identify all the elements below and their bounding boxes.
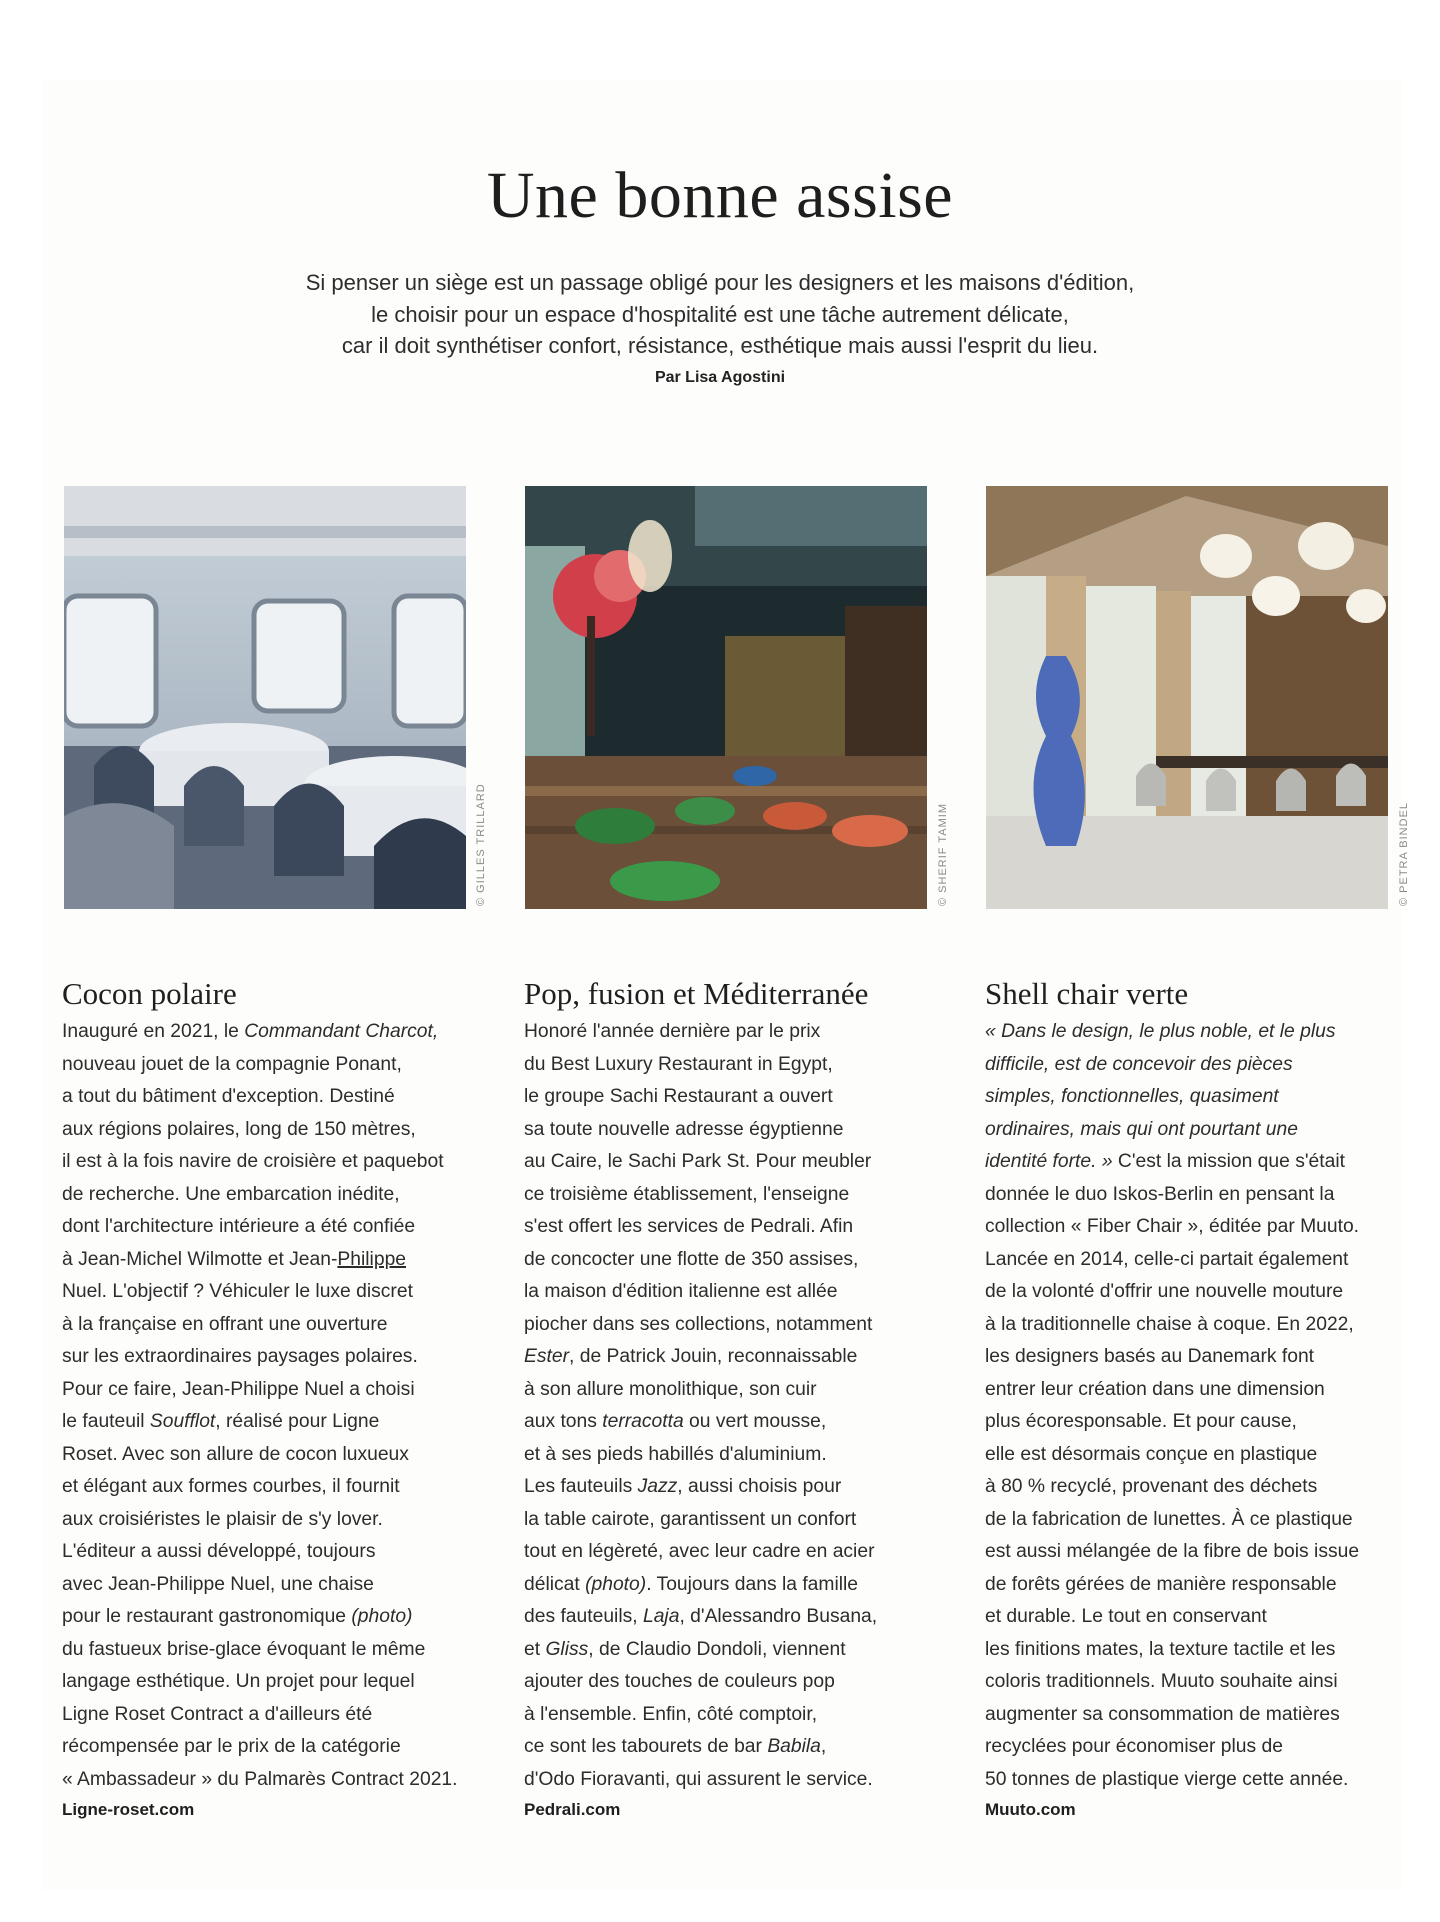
text-segment: délicat <box>524 1573 586 1595</box>
text-segment: (photo) <box>585 1573 647 1595</box>
body-line <box>985 1601 1425 1634</box>
text-segment: de la volonté d'offrir une nouvelle mouture <box>985 1281 1344 1302</box>
body-line <box>985 1309 1425 1342</box>
page-title: Une bonne assise <box>486 159 954 232</box>
text-segment: collection « Fiber Chair », éditée par Muuto. <box>985 1216 1360 1237</box>
website-link[interactable]: Pedrali.com <box>524 1800 621 1819</box>
text-segment: Roset. Avec son allure de cocon luxueux <box>62 1443 409 1465</box>
body-line <box>62 1536 502 1569</box>
text-segment: du fastueux brise-glace évoquant le même <box>62 1638 426 1660</box>
body-line <box>62 1276 502 1309</box>
intro-line: car il doit synthétiser confort, résistance, esthétique mais aussi l'esprit du lieu. <box>341 333 1099 358</box>
text-segment: à Jean-Michel Wilmotte et Jean- <box>62 1248 338 1270</box>
intro-line: le choisir pour un espace d'hospitalité est une tâche autrement délicate, <box>371 301 1069 327</box>
body-line <box>985 1569 1425 1602</box>
text-segment: ce troisième établissement, l'enseigne <box>524 1183 850 1205</box>
text-segment: récompensée par le prix de la catégorie <box>62 1736 401 1757</box>
body-line <box>524 1244 964 1277</box>
text-segment: , d'Alessandro Busana, <box>679 1606 878 1627</box>
body-line <box>985 1211 1425 1244</box>
text-segment: . Toujours dans la famille <box>646 1573 859 1595</box>
byline: Par Lisa Agostini <box>654 369 786 386</box>
website-link[interactable]: Ligne-roset.com <box>62 1800 195 1819</box>
text-segment: pour le restaurant gastronomique <box>62 1606 352 1627</box>
text-segment: s'est offert les services de Pedrali. Afin <box>524 1216 854 1237</box>
body-line <box>985 1439 1425 1472</box>
website-link[interactable]: Muuto.com <box>985 1800 1076 1819</box>
text-segment: , réalisé pour Ligne <box>215 1411 380 1432</box>
body-line <box>985 1049 1425 1082</box>
text-segment: coloris traditionnels. Muuto souhaite ainsi <box>985 1671 1338 1692</box>
body-line <box>62 1341 502 1374</box>
text-segment: ajouter des touches de couleurs pop <box>524 1671 835 1692</box>
text-segment: la maison d'édition italienne est allée <box>524 1281 838 1302</box>
text-segment: des fauteuils, <box>524 1606 643 1627</box>
body-line <box>62 1406 502 1439</box>
text-segment: Soufflot <box>149 1411 216 1432</box>
text-segment: aux tons <box>524 1411 603 1432</box>
text-segment: « Dans le design, le plus noble, et le plus <box>985 1021 1336 1042</box>
text-segment: ou vert mousse, <box>683 1411 827 1432</box>
text-segment: de la fabrication de lunettes. À ce plastique <box>985 1508 1353 1530</box>
body-line <box>524 1276 964 1309</box>
body-line <box>524 1471 964 1504</box>
photo-credit: © PETRA BINDEL <box>1398 801 1410 906</box>
text-segment: d'Odo Fioravanti, qui assurent le service. <box>524 1768 873 1790</box>
text-segment: les finitions mates, la texture tactile et les <box>985 1638 1336 1660</box>
body-line <box>985 1764 1425 1797</box>
body-line <box>62 1731 502 1764</box>
text-segment: nouveau jouet de la compagnie Ponant, <box>62 1053 402 1075</box>
body-line <box>524 1666 964 1699</box>
intro-paragraph <box>0 267 1440 362</box>
body-line <box>62 1569 502 1602</box>
body-line <box>524 1536 964 1569</box>
text-segment: L'éditeur a aussi développé, toujours <box>62 1541 376 1562</box>
body-line <box>524 1146 964 1179</box>
body-line <box>985 1731 1425 1764</box>
body-line <box>524 1309 964 1342</box>
text-segment: et élégant aux formes courbes, il fournit <box>62 1476 400 1497</box>
body-line <box>985 1471 1425 1504</box>
text-segment: 50 tonnes de plastique vierge cette année. <box>985 1768 1349 1790</box>
text-segment: à son allure monolithique, son cuir <box>524 1378 817 1400</box>
text-segment: aux croisiéristes le plaisir de s'y lover. <box>62 1508 383 1530</box>
text-segment: , de Patrick Jouin, reconnaissable <box>569 1346 858 1367</box>
text-segment: la table cairote, garantissent un confort <box>524 1508 857 1530</box>
body-line <box>62 1471 502 1504</box>
body-line <box>62 1114 502 1147</box>
body-line <box>985 1699 1425 1732</box>
text-segment: Pour ce faire, Jean-Philippe Nuel a choisi <box>62 1378 415 1400</box>
body-line <box>62 1504 502 1537</box>
text-segment: de concocter une flotte de 350 assises, <box>524 1248 859 1270</box>
body-line <box>62 1049 502 1082</box>
text-segment: est aussi mélangée de la fibre de bois issue <box>985 1541 1360 1562</box>
text-segment: piocher dans ses collections, notamment <box>524 1313 873 1335</box>
photo-credit: © SHERIF TAMIM <box>937 803 949 906</box>
text-segment: simples, fonctionnelles, quasiment <box>985 1086 1279 1107</box>
body-line <box>524 1211 964 1244</box>
body-line <box>985 1146 1425 1179</box>
body-line <box>985 1341 1425 1374</box>
body-line <box>524 1731 964 1764</box>
body-line <box>524 1341 964 1374</box>
text-segment: C'est la mission que s'était <box>1112 1151 1345 1172</box>
text-segment: et à ses pieds habillés d'aluminium. <box>524 1443 827 1465</box>
text-segment: du Best Luxury Restaurant in Egypt, <box>524 1053 833 1075</box>
text-segment: Jazz <box>637 1476 678 1497</box>
article-cocon-polaire <box>62 972 502 1820</box>
text-segment: ce sont les tabourets de bar <box>524 1736 768 1757</box>
article-heading: Pop, fusion et Méditerranée <box>524 976 869 1011</box>
text-segment: avec Jean-Philippe Nuel, une chaise <box>62 1573 374 1595</box>
text-segment: Lancée en 2014, celle-ci partait également <box>985 1248 1349 1270</box>
text-segment: à l'ensemble. Enfin, côté comptoir, <box>524 1703 818 1725</box>
body-line <box>524 1439 964 1472</box>
body-line <box>524 1179 964 1212</box>
text-segment: identité forte. » <box>985 1151 1113 1172</box>
text-segment: entrer leur création dans une dimension <box>985 1378 1325 1400</box>
text-segment: augmenter sa consommation de matières <box>985 1703 1340 1725</box>
article-heading: Shell chair verte <box>985 976 1189 1011</box>
body-line <box>62 1244 502 1277</box>
body-line <box>524 1504 964 1537</box>
body-line <box>62 1309 502 1342</box>
text-segment: Ligne Roset Contract a d'ailleurs été <box>62 1703 373 1725</box>
text-segment: Ester <box>524 1346 570 1367</box>
text-segment: Inauguré en 2021, le <box>62 1021 245 1042</box>
body-line <box>985 1276 1425 1309</box>
text-segment: tout en légèreté, avec leur cadre en acier <box>524 1541 875 1562</box>
text-segment: Gliss <box>545 1638 589 1660</box>
text-segment: il est à la fois navire de croisière et paquebot <box>62 1151 444 1172</box>
photo-credit: © GILLES TRILLARD <box>475 783 487 906</box>
text-segment: Babila <box>767 1736 821 1757</box>
body-line <box>524 1764 964 1797</box>
body-line <box>985 1114 1425 1147</box>
body-line <box>524 1016 964 1049</box>
text-segment: les designers basés au Danemark font <box>985 1346 1315 1367</box>
text-segment: à la française en offrant une ouverture <box>62 1313 388 1335</box>
text-segment: plus écoresponsable. Et pour cause, <box>985 1411 1297 1432</box>
text-segment: aux régions polaires, long de 150 mètres, <box>62 1118 416 1140</box>
text-segment: Honoré l'année dernière par le prix <box>524 1021 821 1042</box>
body-line <box>62 1764 502 1797</box>
text-segment: de forêts gérées de manière responsable <box>985 1573 1337 1595</box>
text-segment: et <box>524 1638 546 1660</box>
body-line <box>524 1406 964 1439</box>
text-segment: le fauteuil <box>62 1411 150 1432</box>
text-segment: dont l'architecture intérieure a été confiée <box>62 1216 416 1237</box>
body-line <box>62 1634 502 1667</box>
article-pop-fusion <box>524 972 964 1820</box>
text-segment: recyclées pour économiser plus de <box>985 1736 1283 1757</box>
body-line <box>524 1081 964 1114</box>
text-segment: Nuel. L'objectif ? Véhiculer le luxe discret <box>62 1281 413 1302</box>
article-shell-chair <box>985 972 1425 1820</box>
body-line <box>985 1179 1425 1212</box>
text-segment: sur les extraordinaires paysages polaires. <box>62 1346 418 1367</box>
text-segment: de recherche. Une embarcation inédite, <box>62 1183 400 1205</box>
body-line <box>985 1666 1425 1699</box>
body-line <box>62 1601 502 1634</box>
body-line <box>524 1374 964 1407</box>
text-segment: à la traditionnelle chaise à coque. En 2022, <box>985 1313 1354 1335</box>
body-line <box>62 1374 502 1407</box>
body-line <box>985 1406 1425 1439</box>
body-line <box>985 1536 1425 1569</box>
photo-pop-fusion <box>525 486 927 909</box>
body-line <box>62 1081 502 1114</box>
body-line <box>985 1634 1425 1667</box>
body-line <box>985 1504 1425 1537</box>
text-segment: , <box>820 1736 827 1757</box>
text-segment: le groupe Sachi Restaurant a ouvert <box>524 1086 833 1107</box>
text-segment: ordinaires, mais qui ont pourtant une <box>985 1118 1298 1140</box>
photo-shell-chair <box>986 486 1388 909</box>
body-line <box>524 1699 964 1732</box>
body-line <box>985 1081 1425 1114</box>
photo-cocon-polaire <box>64 486 466 909</box>
article-heading: Cocon polaire <box>62 976 237 1011</box>
text-segment: sa toute nouvelle adresse égyptienne <box>524 1118 844 1140</box>
body-line <box>62 1146 502 1179</box>
intro-line: Si penser un siège est un passage obligé pour les designers et les maisons d'édition, <box>305 270 1135 295</box>
body-line <box>985 1374 1425 1407</box>
text-segment: et durable. Le tout en conservant <box>985 1606 1267 1627</box>
text-segment: , de Claudio Dondoli, viennent <box>588 1638 846 1660</box>
text-segment: au Caire, le Sachi Park St. Pour meubler <box>524 1151 872 1172</box>
text-segment: , aussi choisis pour <box>677 1476 842 1497</box>
article-body <box>524 1016 964 1796</box>
text-segment: elle est désormais conçue en plastique <box>985 1443 1318 1465</box>
text-segment: difficile, est de concevoir des pièces <box>985 1053 1293 1075</box>
body-line <box>62 1179 502 1212</box>
text-segment: Les fauteuils <box>524 1476 638 1497</box>
text-segment: Laja <box>642 1606 680 1627</box>
text-segment: à 80 % recyclé, provenant des déchets <box>985 1476 1318 1497</box>
body-line <box>62 1211 502 1244</box>
text-segment: langage esthétique. Un projet pour lequel <box>62 1671 415 1692</box>
body-line <box>524 1114 964 1147</box>
text-segment: a tout du bâtiment d'exception. Destiné <box>62 1086 395 1107</box>
text-segment: donnée le duo Iskos-Berlin en pensant la <box>985 1183 1335 1205</box>
body-line <box>524 1569 964 1602</box>
text-segment: Commandant Charcot, <box>244 1021 439 1042</box>
text-segment: (photo) <box>351 1606 413 1627</box>
body-line <box>985 1244 1425 1277</box>
body-line <box>62 1699 502 1732</box>
article-body <box>62 1016 502 1796</box>
article-body <box>985 1016 1425 1796</box>
body-line <box>524 1634 964 1667</box>
body-line <box>985 1016 1425 1049</box>
body-line <box>524 1601 964 1634</box>
text-segment: « Ambassadeur » du Palmarès Contract 2021. <box>62 1768 458 1790</box>
text-segment: terracotta <box>602 1411 684 1432</box>
body-line <box>62 1016 502 1049</box>
body-line <box>62 1666 502 1699</box>
body-line <box>524 1049 964 1082</box>
text-segment: Philippe <box>337 1248 407 1270</box>
body-line <box>62 1439 502 1472</box>
